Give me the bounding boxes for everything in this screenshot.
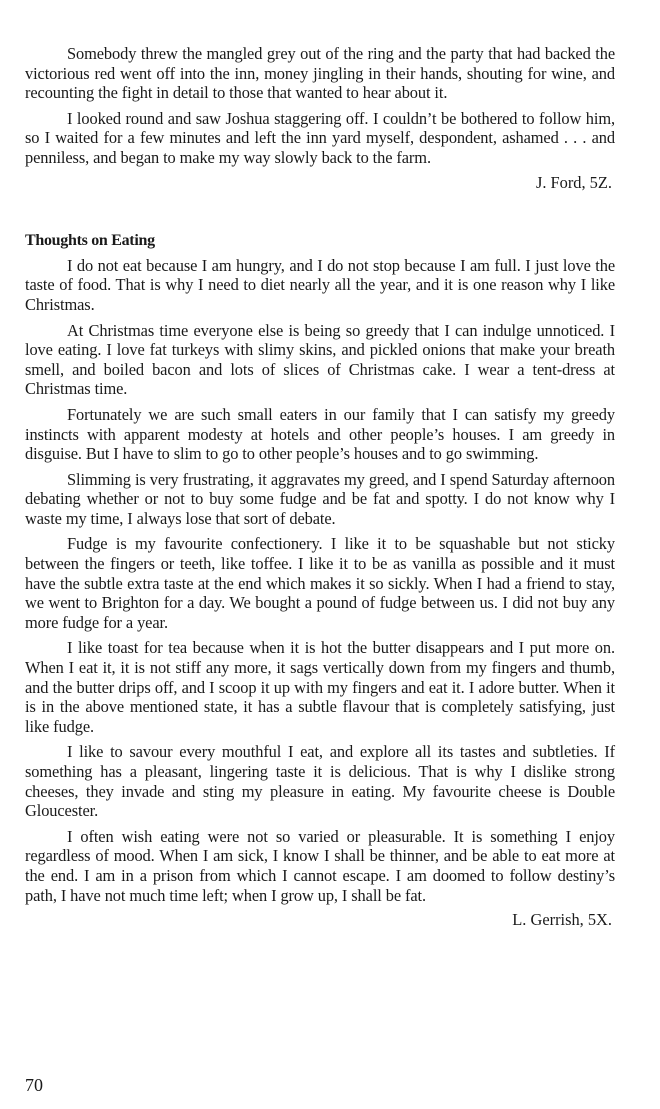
paragraph: Fortunately we are such small eaters in our family that I can satisfy my greedy instincts with apparent modesty at hotels and other people’s houses. I am greedy in disguise. But I have to slim to go to other people’s houses and to go swimming. (25, 404, 615, 464)
paragraph: I do not eat because I am hungry, and I do not stop because I am full. I just love the taste of food. That is why I need to diet nearly all the year, and it is one reason why I like Christmas. (25, 255, 615, 314)
paragraph: I often wish eating were not so varied or pleasurable. It is something I enjoy regardless of mood. When I am sick, I know I shall be thinner, and be able to eat more at the end. I am in a prison from which I cannot escape. I am doomed to follow destiny’s path, I have not much time left; when I grow up, I shall be fat. (25, 826, 615, 905)
story-thoughts-on-eating (25, 231, 615, 930)
paragraph: Somebody threw the mangled grey out of the ring and the party that had backed the victorious red went off into the inn, money jingling in their hands, shouting for wine, and recounting the fight in detail to those that wanted to hear about it. (25, 44, 615, 103)
author-signature: L. Gerrish, 5X. (512, 910, 612, 930)
section-title: Thoughts on Eating (25, 232, 155, 250)
paragraph: Fudge is my favourite confectionery. I like it to be squashable but not sticky between the fingers or teeth, like toffee. I like it to be as vanilla as possible and it must have the subtle extra taste at the end which makes it so sickly. When I had a friend to stay, we went to Brighton for a day. We bought a pound of fudge between us. I did not buy any more fudge for a year. (25, 534, 615, 632)
paragraph: Slimming is very frustrating, it aggravates my greed, and I spend Saturday afternoon debating whether or not to buy some fudge and be fat and spotty. I do not know why I waste my time, I always lose that sort of debate. (25, 469, 615, 528)
page-body (25, 44, 615, 930)
paragraph: I looked round and saw Joshua staggering off. I couldn’t be bothered to follow him, so I waited for a few minutes and left the inn yard myself, despondent, ashamed . . . and penniless, and began to make my way slowly back to the farm. (25, 108, 615, 167)
story-cockfight-ending (25, 44, 615, 192)
paragraph: I like to savour every mouthful I eat, and explore all its tastes and subtleties. If something has a pleasant, lingering taste it is delicious. That is why I dislike strong cheeses, they invade and sting my pleasure in eating. My favourite cheese is Double Gloucester. (25, 742, 615, 821)
author-signature: J. Ford, 5Z. (535, 172, 612, 192)
paragraph: I like toast for tea because when it is hot the butter disappears and I put more on. When I eat it, it is not stiff any more, it sags vertically down from my fingers and thumb, and the butter drips off, and I scoop it up with my fingers and eat it. I adore butter. When it is in the above mentioned state, it has a subtle flavour that is completely satisfying, just like fudge. (25, 638, 615, 736)
paragraph: At Christmas time everyone else is being so greedy that I can indulge unnoticed. I love eating. I love fat turkeys with slimy skins, and pickled onions that make your breath smell, and boiled bacon and lots of slices of Christmas cake. I wear a tent-dress at Christmas time. (25, 320, 615, 399)
page-number: 70 (25, 1075, 43, 1095)
